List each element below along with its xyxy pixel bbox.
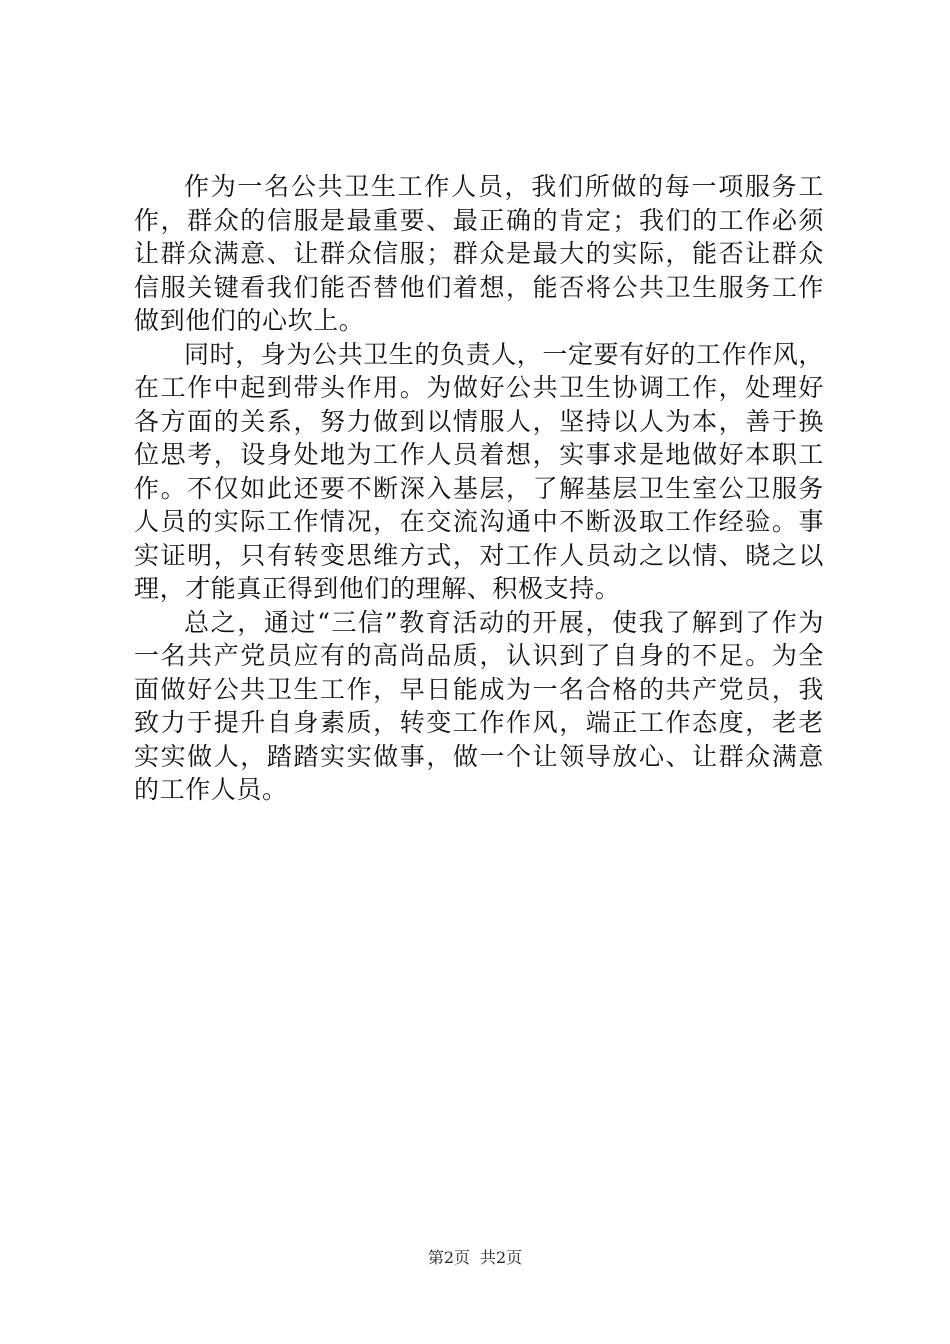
page-footer	[0, 1245, 950, 1268]
page-number: 第2页	[427, 1248, 470, 1267]
paragraph-2: 同时，身为公共卫生的负责人，一定要有好的工作作风，在工作中起到带头作用。为做好公共卫生协调工作，处理好各方面的关系，努力做到以情服人，坚持以人为本，善于换位思考，设身处地为工作人员着想，实事求是地做好本职工作。不仅如此还要不断深入基层，了解基层卫生室公卫服务人员的实际工作情况，在交流沟通中不断汲取工作经验。事实证明，只有转变思维方式，对工作人员动之以情、晓之以理，才能真正得到他们的理解、积极支持。	[134, 339, 825, 603]
paragraph-1: 作为一名公共卫生工作人员，我们所做的每一项服务工作，群众的信服是最重要、最正确的肯定；我们的工作必须让群众满意、让群众信服；群众是最大的实际，能否让群众信服关键看我们能否替他们着想，能否将公共卫生服务工作做到他们的心坎上。	[134, 172, 824, 335]
paragraph-3: 总之，通过“三信”教育活动的开展，使我了解到了作为一名共产党员应有的高尚品质，认识到了自身的不足。为全面做好公共卫生工作，早日能成为一名合格的共产党员，我致力于提升自身素质，转变工作作风，端正工作态度，老老实实做人，踏踏实实做事，做一个让领导放心、让群众满意的工作人员。	[134, 607, 824, 804]
document-body	[134, 170, 824, 807]
total-pages: 共2页	[480, 1248, 523, 1267]
